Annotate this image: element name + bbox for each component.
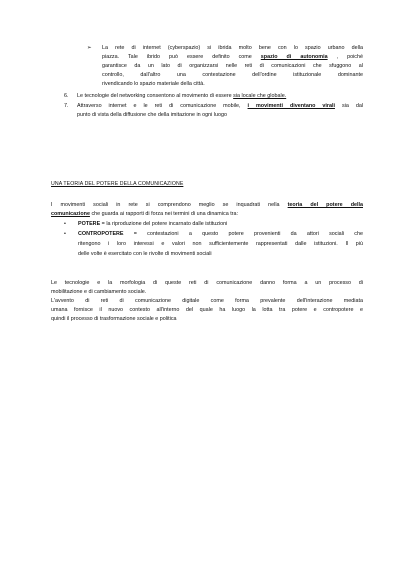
- bullet-dot: •: [64, 221, 66, 227]
- paragraph-line: La rete di internet (cyberspazio) si ibrida molto bene con lo spazio urbano della: [102, 45, 363, 51]
- underlined-term: comunicazione: [51, 211, 90, 217]
- term-potere: POTERE: [78, 221, 101, 227]
- paragraph-line: punto di vista della diffusione che della imitazione in ogni luogo: [77, 112, 228, 118]
- paragraph-line: mobilitazione e di cambiamento sociale.: [51, 289, 147, 295]
- paragraph-line: rivendicando lo spazio materiale della città.: [102, 81, 205, 87]
- paragraph-line: I movimenti sociali in rete si comprendono meglio se inquadrati nella teoria del potere della: [51, 202, 363, 208]
- paragraph-line: garantisce da un lato di organizzarsi nelle reti di comunicazioni che sfuggono al: [102, 63, 363, 69]
- term-contropotere: CONTROPOTERE: [78, 231, 124, 237]
- paragraph-line: ritengono i loro interessi e valori non sufficientemente rappresentati dalle istituzioni. Il più: [78, 241, 363, 247]
- paragraph-line: comunicazione che guarda ai rapporti di forza nei termini di una dinamica tra:: [51, 211, 238, 217]
- underlined-term: sia locale che globale.: [233, 93, 287, 99]
- section-heading: UNA TEORIA DEL POTERE DELLA COMUNICAZIONE: [51, 181, 184, 187]
- paragraph-line: POTERE = la riproduzione del potere incarnato dalle istituzioni: [78, 221, 228, 227]
- paragraph-line: L'avvento di reti di comunicazione digitale come forma prevalente dell'interazione mediata: [51, 298, 363, 304]
- paragraph-line: Le tecnologie del networking consentono al movimento di essere sia locale che globale.: [77, 93, 287, 99]
- list-number: 7.: [64, 103, 69, 109]
- paragraph-line: controllo, dall'altro una contestazione dell'ordine istituzionale dominante: [102, 72, 363, 78]
- underlined-term: spazio di autonomia: [260, 54, 328, 60]
- paragraph-line: Attraverso internet e le reti di comunicazione mobile, i movimenti diventano virali sia dal: [77, 103, 364, 109]
- paragraph-line: piazza. Tale ibrido può essere definito come spazio di autonomia , poiché: [102, 54, 363, 60]
- list-number: 6.: [64, 93, 69, 99]
- paragraph-line: umana fornisce il nuovo contesto all'interno del quale ha luogo la lotta tra potere e contropotere e: [51, 307, 363, 313]
- paragraph-line: delle volte è esercitato con le rivolte di movimenti sociali: [78, 251, 212, 257]
- underlined-term: i movimenti diventano virali: [247, 103, 335, 109]
- paragraph-line: Le tecnologie e la morfologia di queste reti di comunicazione danno forma a un processo di: [51, 280, 363, 286]
- arrow-bullet: ➢: [87, 45, 92, 51]
- underlined-term: teoria del potere della: [287, 202, 363, 208]
- paragraph-line: CONTROPOTERE = contestazioni a questo potere provenienti da attori sociali che: [78, 231, 364, 237]
- bullet-dot: •: [64, 231, 66, 237]
- paragraph-line: quindi il processo di trasformazione sociale e politica: [51, 316, 177, 322]
